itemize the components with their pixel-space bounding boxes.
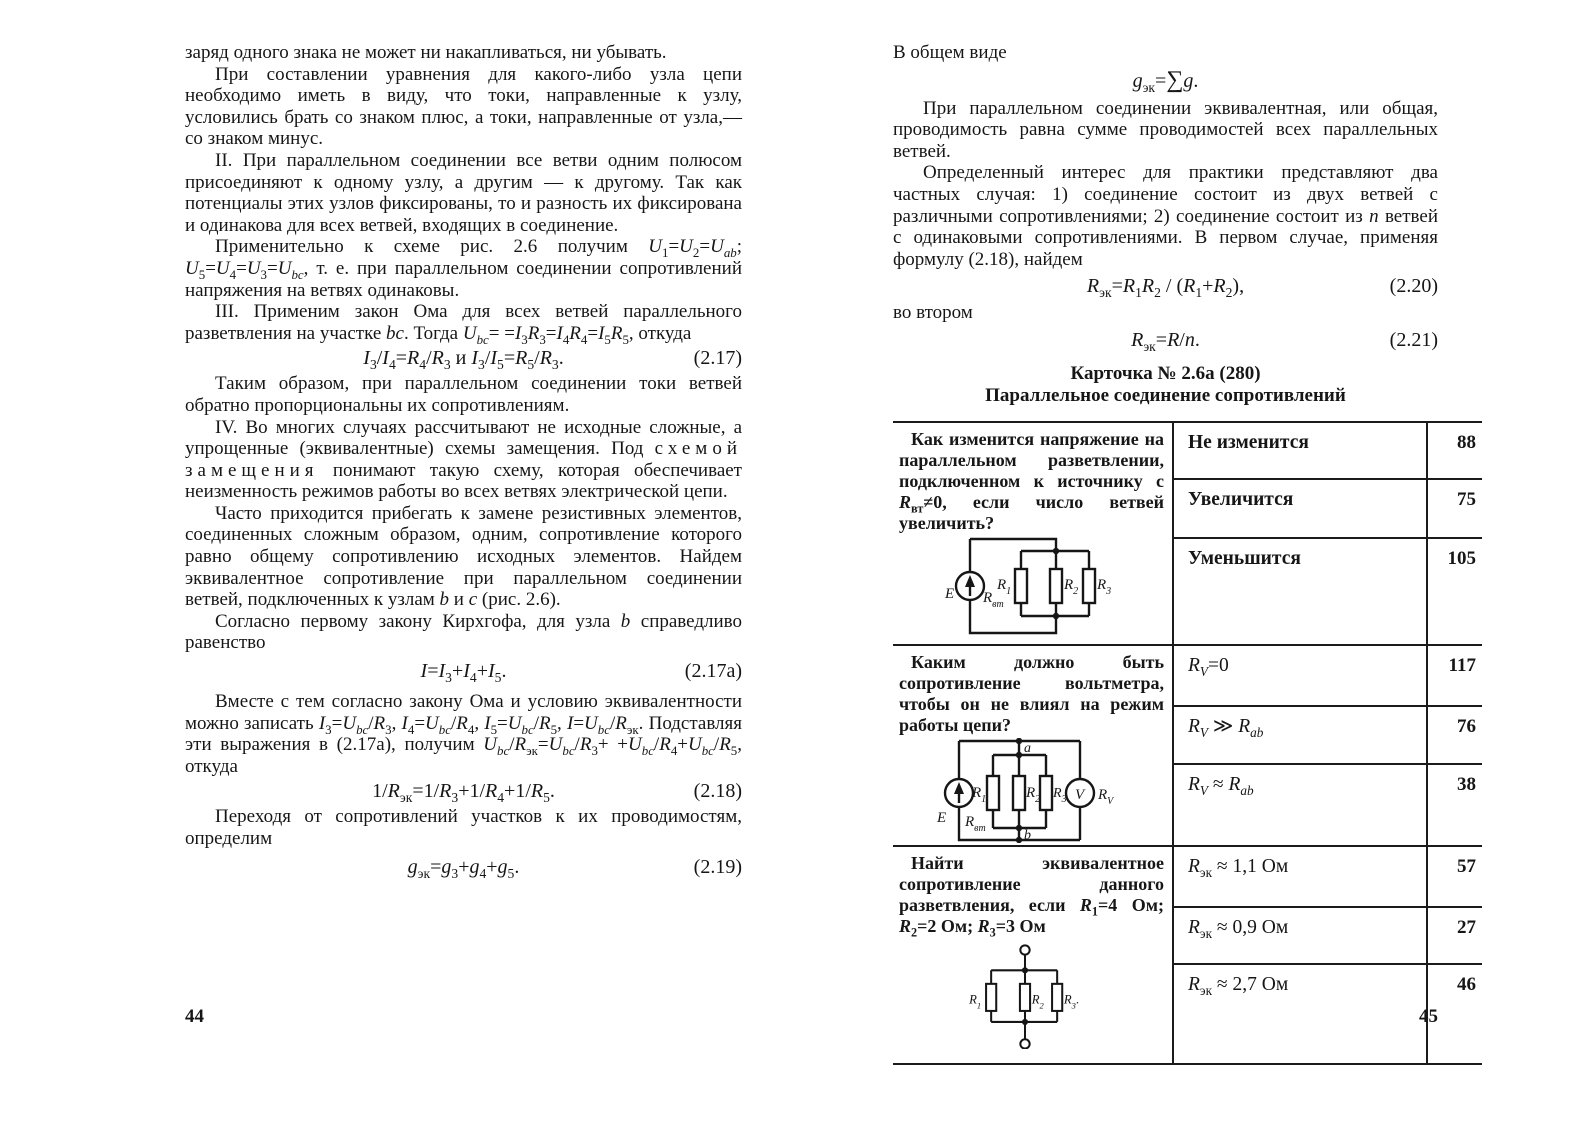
answer-cell [1173,645,1427,706]
formula-row [185,345,742,372]
circuit-diagram-three-parallel-resistors-terminals [957,939,1093,1049]
terminal [1020,1039,1029,1048]
resistor [1040,776,1052,810]
junction-dot [1016,752,1022,758]
formula: $g_{эк}=g_3+g_4+g_5$. [407,855,520,881]
answer-text: Увеличится [1188,489,1294,510]
equation-number: (2.21) [1389,328,1438,351]
paragraph: во втором [893,302,973,324]
voltmeter-v-label: V [1075,787,1085,803]
node-label-b: b [1024,828,1031,843]
answer-cell [1173,538,1427,645]
junction-dot [1022,967,1028,973]
formula: $1/R_{эк}=1/R_3+1/R_4+1/R_5$. [372,780,555,806]
current-arrow-icon [965,575,975,587]
right-page-text-column [893,42,1438,407]
terminal [1020,945,1029,954]
paragraph: При составлении уравнения для какого-либо узла цепи необходимо иметь в виду, что токи, направленные к узлу, условились брать со знаком плюс, а токи, направленные от узла,— со знаком минус. [185,63,742,150]
junction-dot [1016,738,1022,744]
formula: $R_{эк}=R_1R_2 / (R_1+R_2)$, [1086,275,1245,301]
formula-row [893,325,1438,355]
answer-code-cell: 38 [1427,764,1482,846]
junction-dot [1016,825,1022,831]
question-text: Как изменится напряжение на параллельном разветвлении, подключенном к источнику с $R_{вт}\ne 0$, если число ветвей увеличить? [899,429,1164,533]
answer-code-cell: 75 [1427,479,1482,538]
paragraph: заряд одного знака не может ни накапливаться, ни убывать. [185,42,667,63]
answer-text: $R_{эк} \approx 1,1$ Ом [1188,856,1289,880]
junction-dot [1016,837,1022,843]
internal-resistance-label: $R_{вт}$ [965,814,986,834]
voltmeter-resistance-label: $R_V$ [1098,787,1114,807]
formula: $I=I_3+I_4+I_5$. [420,660,507,686]
answer-text: $R_{эк} \approx 0,9$ Ом [1188,917,1289,941]
formula-row [185,854,742,881]
resistor-label-r2: $R_2$ [1031,992,1044,1011]
answer-code-cell: 117 [1427,645,1482,706]
paragraph: IV. Во многих случаях рассчитывают не исходные сложные, а упрощенные (эквивалентные) схемы замещения. Под схемой замещения понимают такую схему, которая обеспечивает неизменность режимов работы во всех ветвях электрической цепи. [185,416,742,503]
question-cell [893,846,1173,1064]
answer-code-cell: 57 [1427,846,1482,907]
answer-cell [1173,764,1427,846]
equation-number: (2.17а) [684,660,742,683]
current-arrow-icon [954,782,964,794]
junction-dot [1022,1019,1028,1025]
resistor-label-r3: $R_3$. [1063,992,1080,1011]
formula-row [185,658,742,685]
circuit-diagram-source-resistors-voltmeter [929,738,1119,843]
resistor [1020,984,1030,1011]
paragraph: При параллельном соединении эквивалентная, или общая, проводимость равна сумме проводимостей всех параллельных ветвей. [893,97,1438,162]
page-number-right: 45 [1419,1006,1438,1027]
answer-cell [1173,422,1427,479]
paragraph: Часто приходится прибегать к замене резистивных элементов, соединенных сложным образом, одним, сопротивление которого равно общему сопротивлению исходных элементов. Найдем эквивалентное сопротивление при параллельном соединении ветвей, подключенных к узлам b и c (рис. 2.6). [185,502,742,611]
resistor-label-r3: $R_3$ [1053,786,1067,805]
card-title-line1: Карточка № 2.6а (280) [1070,362,1261,384]
answer-text: $R_V \approx R_{ab}$ [1188,774,1254,798]
formula: $g_{эк}=\sum g$. [1132,66,1199,95]
resistor-label-r1: $R_1$ [969,992,982,1011]
answer-cell [1173,479,1427,538]
question-text: Каким должно быть сопротивление вольтметра, чтобы он не влиял на режим работы цепи? [899,652,1164,735]
answer-text: Уменьшится [1188,548,1301,569]
equation-number: (2.17) [693,347,742,370]
question-text: Найти эквивалентное сопротивление данного разветвления, если $R_1=4$ Ом; $R_2=2$ Ом; $R_3=3$ Ом [899,853,1165,940]
question-cell [893,422,1173,645]
source-emf-label: E [937,810,947,826]
formula-row [893,65,1438,97]
equation-number: (2.20) [1389,275,1438,298]
paragraph: Определенный интерес для практики представляют два частных случая: 1) соединение состоит из двух ветвей с различными сопротивлениями; 2) соединение состоит из n ветвей с одинаковыми сопротивлениями. В первом случае, применяя формулу (2.18), найдем [893,162,1439,270]
resistor [1015,569,1027,603]
resistor [1052,984,1062,1011]
answer-code-cell: 76 [1427,706,1482,764]
paragraph: В общем виде [893,42,1007,63]
resistor-label-r1: $R_1$ [997,577,1012,597]
resistor-label-r2: $R_2$ [1064,577,1079,597]
left-page-text-column [185,42,742,882]
answer-cell [1173,907,1427,964]
answer-text: $R_{эк} \approx 2,7$ Ом [1188,974,1289,998]
paragraph: III. Применим закон Ома для всех ветвей параллельного разветвления на участке bc. Тогда $U_{bc}= =I_3R_3=I_4R_4=I_5R_5$, откуда [185,301,742,347]
resistor [1013,776,1025,810]
paragraph: Таким образом, при параллельном соединении токи ветвей обратно пропорциональны их сопротивлениям. [185,373,742,416]
paragraph: II. При параллельном соединении все ветви одним полюсом присоединяют к одному узлу, а другим — к другому. Так как потенциалы этих узлов фиксированы, то и разность их фиксирована и одинакова для всех ветвей, входящих в соединение. [185,149,742,236]
formula: $R_{эк}=R/n$. [1131,328,1200,354]
internal-resistance-label: $R_{вт}$ [983,590,1004,610]
question-cell [893,645,1173,846]
card-table [893,421,1482,1065]
junction-dot [1053,613,1059,619]
answer-code-cell: 88 [1427,422,1482,479]
answer-cell [1173,964,1427,1064]
resistor [1083,569,1095,603]
circuit-diagram-source-three-parallel-resistors [939,536,1119,636]
formula: $I_3/I_4=R_4/R_3$ и $I_3/I_5=R_5/R_3$. [363,347,564,373]
equation-number: (2.18) [693,780,742,803]
answer-code-cell: 46 [1427,964,1482,1064]
paragraph: Переходя от сопротивлений участков к их проводимостям, определим [185,806,742,849]
answer-text: $R_V$ ≫ $R_{ab}$ [1188,716,1264,740]
resistor [1050,569,1062,603]
equation-number: (2.19) [693,855,742,878]
answer-text: $R_V=0$ [1188,655,1229,679]
answer-code-cell: 105 [1427,538,1482,645]
node-label-a: a [1024,741,1031,756]
answer-cell [1173,706,1427,764]
answer-text: Не изменится [1188,432,1309,453]
formula-row [185,778,742,805]
card-title-line2: Параллельное соединение сопротивлений [985,384,1346,406]
formula-row [893,271,1438,301]
resistor-label-r3: $R_3$ [1097,577,1112,597]
page-number-left: 44 [185,1006,204,1027]
paragraph: Применительно к схеме рис. 2.6 получим $U_1=U_2=U_{ab}$; $U_5=U_4=U_3=U_{bc}$, т. е. при параллельном соединении сопротивлений напряжения на ветвях одинаковы. [185,236,742,301]
resistor-label-r2: $R_2$ [1026,785,1041,805]
resistor [986,984,996,1011]
source-emf-label: E [945,586,955,602]
answer-cell [1173,846,1427,907]
resistor [987,776,999,810]
junction-dot [1053,548,1059,554]
paragraph: Вместе с тем согласно закону Ома и условию эквивалентности можно записать $I_3=U_{bc}/R_3$, $I_4=U_{bc}/R_4$, $I_5=U_{bc}/R_5$, $I=U_{bc}/R_{эк}$. Подставляя эти выражения в (2.17а), получим $U_{bc}/R_{эк}=U_{bc}/R_3+ +U_{bc}/R_4+U_{bc}/R_5$, откуда [185,691,743,777]
answer-code-cell: 27 [1427,907,1482,964]
resistor-label-r1: $R_1$ [972,785,987,805]
paragraph: Согласно первому закону Кирхгофа, для узла b справедливо равенство [185,610,743,654]
